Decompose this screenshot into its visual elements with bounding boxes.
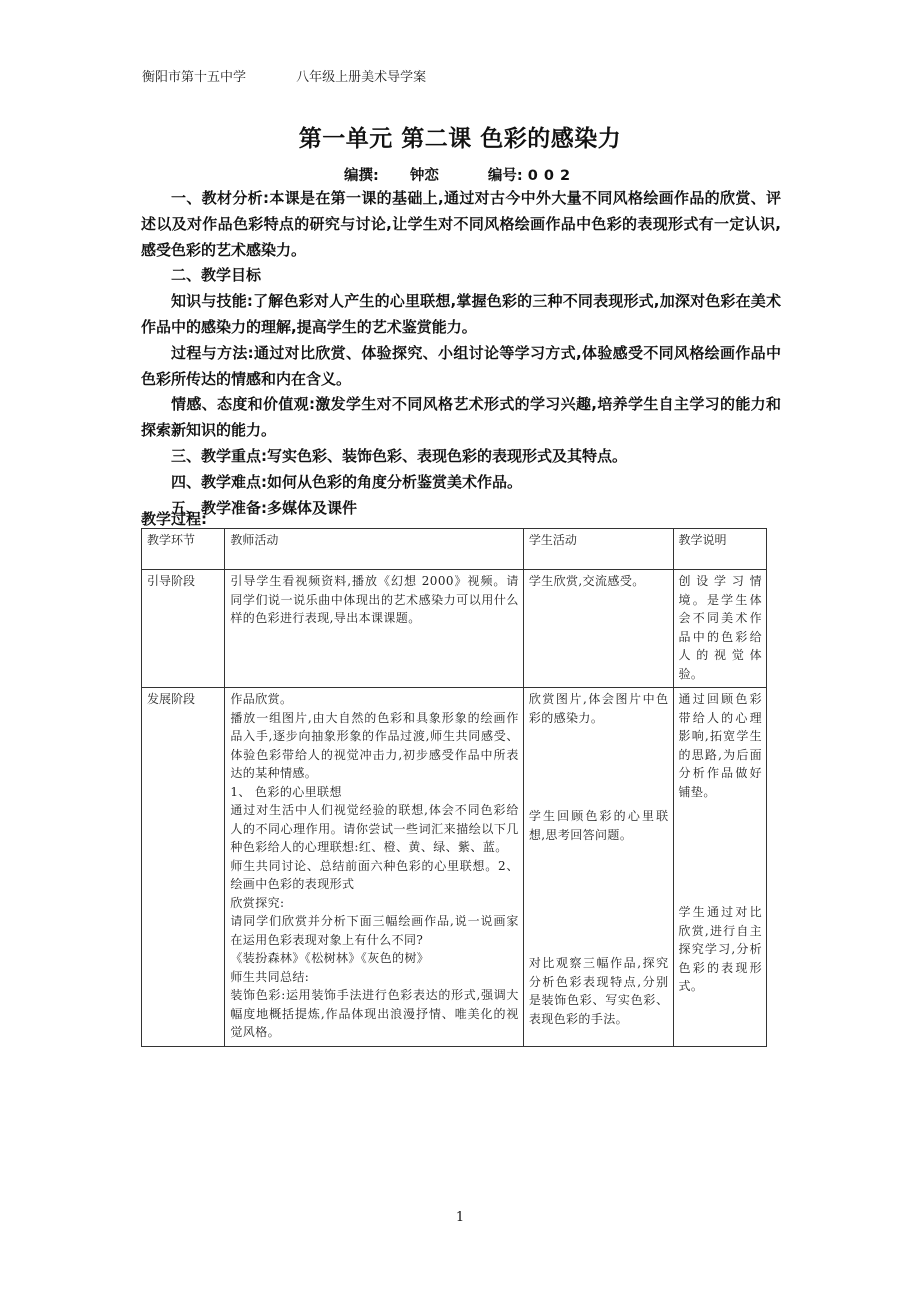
paragraph-difficulties: 四、教学难点:如何从色彩的角度分析鉴赏美术作品。 <box>171 472 523 491</box>
editor-name: 钟恋 <box>409 168 439 184</box>
paragraph-process-methods: 过程与方法:通过对比欣赏、体验探究、小组讨论等学习方式,体验感受不同风格绘画作品中色彩所传达的情感和内在含义。 <box>141 343 781 388</box>
page-header <box>142 66 426 85</box>
header-note: 教学说明 <box>673 529 766 570</box>
intro-note: 创设学习情境。是学生体会不同美术作品中的色彩给人的视觉体验。 <box>673 570 766 688</box>
table-header-row <box>142 529 767 570</box>
number-label: 编号: <box>487 168 523 184</box>
teacher-line: 通过对生活中人们视觉经验的联想,体会不同色彩给人的不同心理作用。请你尝试一些词汇来描绘以下几种色彩给人的心理联想:红、橙、黄、绿、紫、蓝。 <box>230 803 519 854</box>
intro-teacher: 引导学生看视频资料,播放《幻想 2000》视频。请同学们说一说乐曲中体现出的艺术感染力可以用什么样的色彩进行表现,导出本课课题。 <box>225 570 523 688</box>
paragraph-key-points: 三、教学重点:写实色彩、装饰色彩、表现色彩的表现形式及其特点。 <box>171 446 628 465</box>
lesson-title: 第一单元 第二课 色彩的感染力 <box>298 126 622 152</box>
teacher-line: 欣赏探究: <box>230 895 285 910</box>
school-name: 衡阳市第十五中学 <box>142 70 247 85</box>
course-name: 八年级上册美术导学案 <box>296 70 427 85</box>
paragraph-preparation: 五、教学准备:多媒体及课件 <box>171 498 357 517</box>
teaching-process-table <box>141 528 767 1047</box>
note-1: 通过回顾色彩带给人的心理影响,拓宽学生的思路,为后面分析作品做好铺垫。 <box>678 692 762 799</box>
paragraph-material-analysis: 一、教材分析:本课是在第一课的基础上,通过对古今中外大量不同风格绘画作品的欣赏、评述以及对作品色彩特点的研究与讨论,让学生对不同风格绘画作品中色彩的表现形式有一定认识,感受色彩的艺术感染力。 <box>141 189 781 259</box>
teacher-line: 师生共同总结: <box>230 969 310 984</box>
lesson-body <box>141 186 781 521</box>
table-row-intro <box>142 570 767 688</box>
page-number: 1 <box>455 1210 465 1225</box>
header-student: 学生活动 <box>523 529 673 570</box>
note-2: 学生通过对比欣赏,进行自主探究学习,分析色彩的表现形式。 <box>678 905 762 993</box>
lesson-number: 002 <box>527 168 577 184</box>
paragraph-emotion-values: 情感、态度和价值观:激发学生对不同风格艺术形式的学习兴趣,培养学生自主学习的能力和探索新知识的能力。 <box>141 395 781 440</box>
teacher-line: 播放一组图片,由大自然的色彩和具象形象的绘画作品入手,逐步向抽象形象的作品过渡,师生共同感受、体验色彩带给人的视觉冲击力,初步感受作品中所表达的某种情感。 <box>230 710 519 780</box>
paragraph-knowledge-skills: 知识与技能:了解色彩对人产生的心里联想,掌握色彩的三种不同表现形式,加深对色彩在美术作品中的感染力的理解,提高学生的艺术鉴赏能力。 <box>141 292 781 336</box>
lesson-meta <box>0 164 920 185</box>
develop-student <box>523 688 673 1047</box>
teacher-line: 《装扮森林》《松树林》《灰色的树》 <box>230 951 430 965</box>
student-activity-2: 学生回顾色彩的心里联想,思考回答问题。 <box>528 809 669 842</box>
develop-stage: 发展阶段 <box>142 688 225 1047</box>
teacher-line: 请同学们欣赏并分析下面三幅绘画作品,说一说画家在运用色彩表现对象上有什么不同? <box>230 914 519 947</box>
intro-student: 学生欣赏,交流感受。 <box>523 570 673 688</box>
table-row-develop <box>142 688 767 1047</box>
header-teacher: 教师活动 <box>225 529 523 570</box>
process-label: 教学过程: <box>141 510 207 528</box>
teacher-line: 1、 色彩的心里联想 <box>230 784 342 799</box>
paragraph-objectives-heading: 二、教学目标 <box>171 266 262 285</box>
develop-note <box>673 688 766 1047</box>
teacher-line: 师生共同讨论、总结前面六种色彩的心里联想。2、绘画中色彩的表现形式 <box>230 858 519 891</box>
editor-label: 编撰: <box>343 168 379 184</box>
intro-stage: 引导阶段 <box>142 570 225 688</box>
develop-teacher <box>225 688 523 1047</box>
teacher-line: 作品欣赏。 <box>230 692 293 706</box>
student-activity-3: 对比观察三幅作品,探究分析色彩表现特点,分别是装饰色彩、写实色彩、表现色彩的手法。 <box>528 956 669 1026</box>
teacher-line: 装饰色彩:运用装饰手法进行色彩表达的形式,强调大幅度地概括提炼,作品体现出浪漫抒情、唯美化的视觉风格。 <box>230 988 519 1039</box>
header-stage: 教学环节 <box>142 529 225 570</box>
student-activity-1: 欣赏图片,体会图片中色彩的感染力。 <box>528 692 669 725</box>
